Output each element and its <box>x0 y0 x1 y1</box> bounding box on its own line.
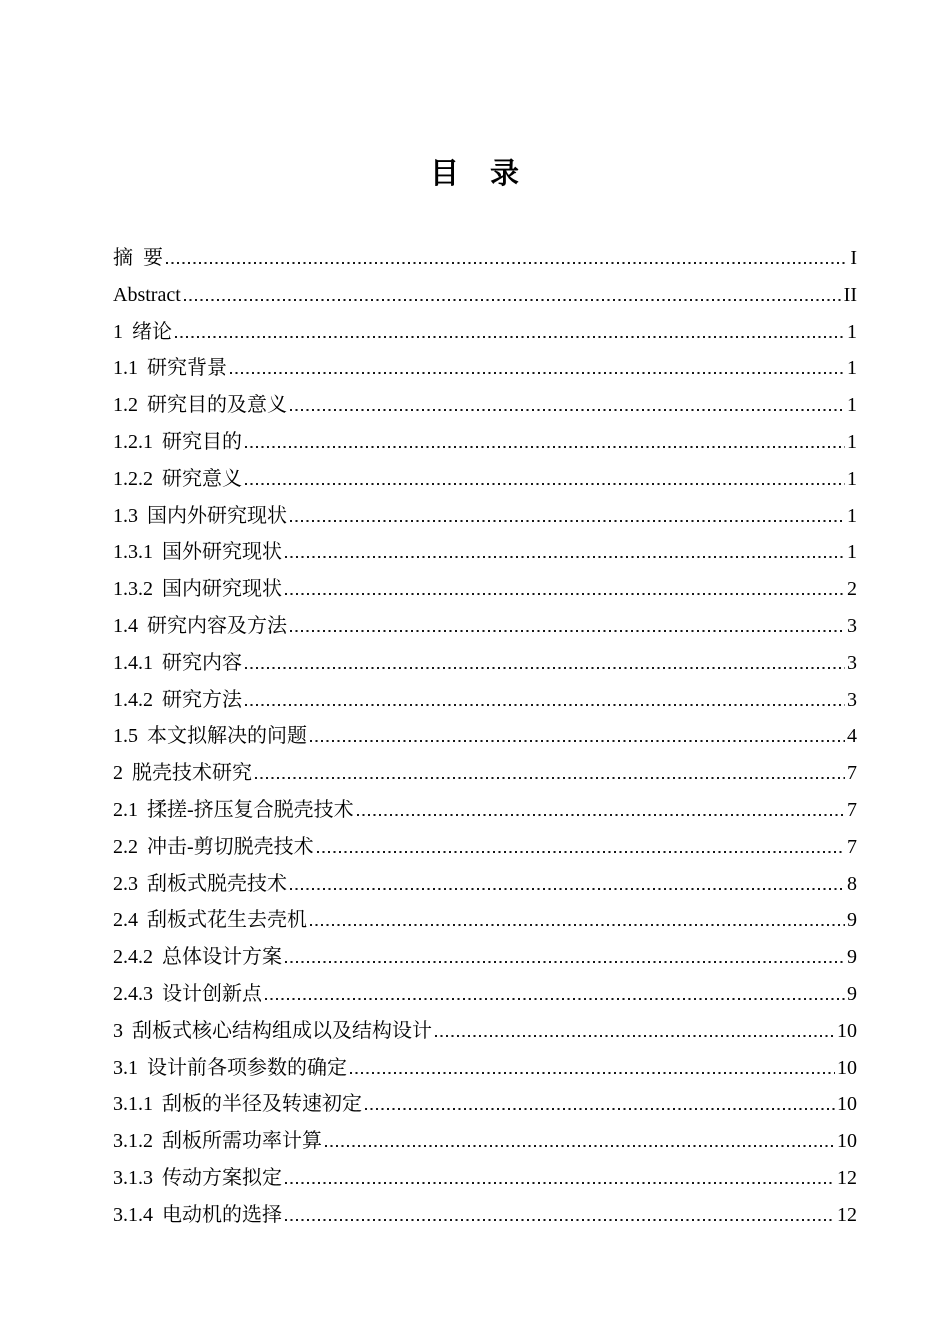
toc-dot-leader <box>184 299 842 301</box>
toc-entry-label: 摘 要 <box>113 247 163 269</box>
toc-entry-number: 3.1.4 <box>113 1203 153 1226</box>
toc-row[interactable] <box>113 761 857 798</box>
toc-entry-number: 3.1.2 <box>113 1130 153 1153</box>
toc-entry-number: 1.2 <box>113 394 138 417</box>
toc-entry-number: 1.2.1 <box>113 430 153 453</box>
toc-row[interactable] <box>113 1056 857 1093</box>
toc-dot-leader <box>245 704 845 706</box>
toc-entry-label: 电动机的选择 <box>162 1203 282 1226</box>
toc-entry-number: 1.4 <box>113 614 138 637</box>
toc-entry-number: 1.3.1 <box>113 541 153 564</box>
toc-page-number: 2 <box>847 578 857 601</box>
toc-dot-leader <box>285 1219 835 1221</box>
toc-page-number: 7 <box>847 762 857 785</box>
toc-row[interactable] <box>113 982 857 1019</box>
toc-page-number: 1 <box>847 394 857 417</box>
toc-page-number: 3 <box>847 614 857 637</box>
toc-dot-leader <box>290 520 845 522</box>
toc-row[interactable] <box>113 1166 857 1203</box>
toc-dot-leader <box>317 851 845 853</box>
toc-entry-number: 2 <box>113 762 123 785</box>
toc-entry-label: 刮板式核心结构组成以及结构设计 <box>132 1019 432 1042</box>
toc-entry-label: 研究内容及方法 <box>147 614 287 637</box>
toc-row[interactable] <box>113 908 857 945</box>
toc-entry-label: 刮板的半径及转速初定 <box>162 1093 362 1116</box>
toc-dot-leader <box>245 667 845 669</box>
toc-row[interactable] <box>113 724 857 761</box>
toc-row[interactable] <box>113 393 857 430</box>
toc-entry-number: 2.3 <box>113 872 138 895</box>
toc-page-number: II <box>843 283 857 306</box>
toc-dot-leader <box>310 740 845 742</box>
toc-entry-label: 总体设计方案 <box>162 946 282 969</box>
toc-entry-label: 国内外研究现状 <box>147 504 287 527</box>
toc-page-number: 1 <box>847 541 857 564</box>
toc-row[interactable] <box>113 467 857 504</box>
toc-page-number: 1 <box>847 430 857 453</box>
toc-dot-leader <box>285 1182 835 1184</box>
toc-entry-label: 刮板式脱壳技术 <box>147 872 287 895</box>
toc-dot-leader <box>230 372 845 374</box>
toc-entry-number: 1.5 <box>113 725 138 748</box>
toc-dot-leader <box>255 777 845 779</box>
toc-entry-number: 1.3.2 <box>113 578 153 601</box>
toc-row[interactable] <box>113 320 857 357</box>
toc-entry-number: 3.1 <box>113 1056 138 1079</box>
toc-entry-number: 1.2.2 <box>113 467 153 490</box>
toc-dot-leader <box>285 593 845 595</box>
toc-entry-number: 1.4.2 <box>113 688 153 711</box>
toc-row[interactable] <box>113 835 857 872</box>
toc-row[interactable] <box>113 1019 857 1056</box>
page-title: 目 录 <box>429 158 520 190</box>
toc-page-number: 10 <box>837 1056 857 1079</box>
toc-page-number: 1 <box>847 467 857 490</box>
toc-row[interactable] <box>113 1129 857 1166</box>
toc-dot-leader <box>285 961 845 963</box>
toc-list <box>113 246 857 1240</box>
toc-entry-label: 研究内容 <box>162 651 242 674</box>
toc-dot-leader <box>325 1145 835 1147</box>
toc-dot-leader <box>365 1108 835 1110</box>
toc-dot-leader <box>435 1035 835 1037</box>
toc-dot-leader <box>166 262 848 264</box>
toc-dot-leader <box>290 888 845 890</box>
toc-entry-label: 绪论 <box>132 320 172 343</box>
toc-row[interactable] <box>113 540 857 577</box>
toc-dot-leader <box>265 998 845 1000</box>
toc-dot-leader <box>290 630 845 632</box>
toc-page-number: 9 <box>847 909 857 932</box>
toc-entry-label: 本文拟解决的问题 <box>147 725 307 748</box>
toc-entry-label: 研究意义 <box>162 467 242 490</box>
toc-page-number: 4 <box>847 725 857 748</box>
toc-entry-number: 3.1.3 <box>113 1166 153 1189</box>
toc-entry-label: 揉搓-挤压复合脱壳技术 <box>147 798 354 821</box>
toc-dot-leader <box>245 483 845 485</box>
toc-row[interactable] <box>113 945 857 982</box>
toc-entry-label: Abstract <box>113 283 181 306</box>
toc-row[interactable] <box>113 872 857 909</box>
toc-entry-label: 设计创新点 <box>162 982 262 1005</box>
toc-row[interactable] <box>113 688 857 725</box>
toc-page-number: 12 <box>837 1166 857 1189</box>
toc-entry-number: 2.2 <box>113 835 138 858</box>
toc-page-number: 10 <box>837 1130 857 1153</box>
toc-entry-label: 刮板式花生去壳机 <box>147 909 307 932</box>
toc-page-number: 8 <box>847 872 857 895</box>
toc-entry-label: 研究目的 <box>162 430 242 453</box>
toc-page-number: 10 <box>837 1093 857 1116</box>
toc-row[interactable] <box>113 614 857 651</box>
toc-dot-leader <box>310 924 845 926</box>
toc-row[interactable] <box>113 577 857 614</box>
toc-entry-label: 冲击-剪切脱壳技术 <box>147 835 314 858</box>
toc-row[interactable] <box>113 1092 857 1129</box>
toc-page-number: 1 <box>847 504 857 527</box>
toc-dot-leader <box>357 814 845 816</box>
toc-page-number: 7 <box>847 835 857 858</box>
toc-page-number: 7 <box>847 798 857 821</box>
toc-page-number: 1 <box>847 320 857 343</box>
toc-page-number: 9 <box>847 982 857 1005</box>
toc-dot-leader <box>175 336 845 338</box>
toc-dot-leader <box>245 446 845 448</box>
toc-entry-label: 研究方法 <box>162 688 242 711</box>
toc-entry-number: 3.1.1 <box>113 1093 153 1116</box>
toc-page-number: 9 <box>847 946 857 969</box>
toc-entry-label: 研究目的及意义 <box>147 394 287 417</box>
toc-entry-label: 国外研究现状 <box>162 541 282 564</box>
toc-row[interactable] <box>113 246 857 283</box>
toc-entry-number: 2.1 <box>113 798 138 821</box>
toc-entry-label: 国内研究现状 <box>162 578 282 601</box>
toc-entry-number: 1.1 <box>113 357 138 380</box>
toc-dot-leader <box>290 409 845 411</box>
toc-page-number: I <box>850 247 857 269</box>
toc-page-number: 1 <box>847 357 857 380</box>
toc-row[interactable] <box>113 504 857 541</box>
toc-entry-number: 2.4.2 <box>113 946 153 969</box>
toc-row[interactable] <box>113 1203 857 1240</box>
toc-row[interactable] <box>113 283 857 320</box>
toc-entry-number: 3 <box>113 1019 123 1042</box>
toc-entry-label: 脱壳技术研究 <box>132 762 252 785</box>
toc-page-number: 12 <box>837 1203 857 1226</box>
toc-row[interactable] <box>113 356 857 393</box>
toc-dot-leader <box>350 1072 835 1074</box>
toc-entry-number: 2.4.3 <box>113 982 153 1005</box>
toc-entry-number: 1.3 <box>113 504 138 527</box>
toc-entry-label: 刮板所需功率计算 <box>162 1130 322 1153</box>
toc-page-number: 3 <box>847 651 857 674</box>
toc-dot-leader <box>285 556 845 558</box>
toc-entry-number: 1 <box>113 320 123 343</box>
toc-entry-label: 研究背景 <box>147 357 227 380</box>
toc-row[interactable] <box>113 798 857 835</box>
toc-entry-label: 传动方案拟定 <box>162 1166 282 1189</box>
toc-entry-label: 设计前各项参数的确定 <box>147 1056 347 1079</box>
toc-page-number: 3 <box>847 688 857 711</box>
toc-entry-number: 2.4 <box>113 909 138 932</box>
toc-row[interactable] <box>113 430 857 467</box>
toc-entry-number: 1.4.1 <box>113 651 153 674</box>
toc-row[interactable] <box>113 651 857 688</box>
toc-page-number: 10 <box>837 1019 857 1042</box>
